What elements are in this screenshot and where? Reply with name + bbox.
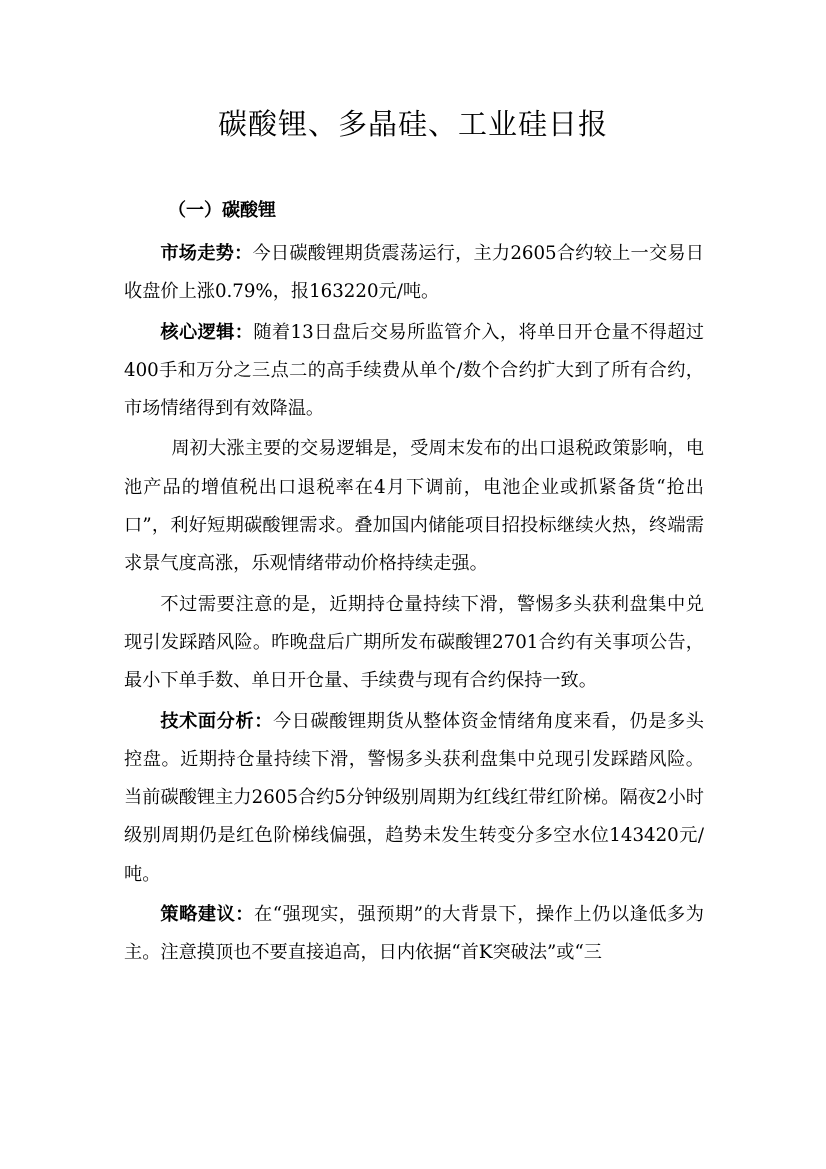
- paragraph-strategy: [124, 896, 704, 973]
- paragraph-lead-label: 技术面分析：: [160, 710, 273, 732]
- paragraph-market-trend: [124, 235, 704, 312]
- paragraph-lead-label: 核心逻辑：: [160, 321, 254, 343]
- paragraph-text: 在“强现实，强预期”的大背景下，操作上仍以逢低多为主。注意摸顶也不要直接追高，日内依据“首K突破法”或“三: [124, 904, 704, 964]
- document-title: 碳酸锂、多晶硅、工业硅日报: [217, 107, 608, 141]
- paragraph-core-logic: [124, 314, 704, 429]
- paragraph-text: 随着13日盘后交易所监管介入，将单日开仓量不得超过400手和万分之三点二的高手续费从单个/数个合约扩大到了所有合约，市场情绪得到有效降温。: [124, 321, 704, 420]
- paragraph-risk-note: [124, 586, 704, 701]
- paragraph-rally-logic: [124, 430, 704, 583]
- paragraph-lead-label: 市场走势：: [160, 243, 253, 264]
- paragraph-text: 今日碳酸锂期货从整体资金情绪角度来看，仍是多头控盘。近期持仓量持续下滑，警惕多头获利盘集中兑现引发踩踏风险。当前碳酸锂主力2605合约5分钟级别周期为红线红带红阶梯。隔夜2小时级别周期仍是红色阶梯线偏强，趋势未发生转变分多空水位143420元/吨。: [124, 710, 704, 885]
- document-body: [124, 235, 704, 973]
- paragraph-text: 周初大涨主要的交易逻辑是，受周末发布的出口退税政策影响，电池产品的增值税出口退税率在4月下调前，电池企业或抓紧备货“抢出口”，利好短期碳酸锂需求。叠加国内储能项目招投标继续火热，终端需求景气度高涨，乐观情绪带动价格持续走强。: [124, 438, 704, 575]
- paragraph-technical-analysis: [124, 703, 704, 894]
- paragraph-text: 今日碳酸锂期货震荡运行，主力2605合约较上一交易日收盘价上涨0.79%，报163220元/吨。: [124, 243, 704, 303]
- paragraph-lead-label: 策略建议：: [160, 904, 255, 926]
- paragraph-text: 不过需要注意的是，近期持仓量持续下滑，警惕多头获利盘集中兑现引发踩踏风险。昨晚盘后广期所发布碳酸锂2701合约有关事项公告，最小下单手数、单日开仓量、手续费与现有合约保持一致。: [124, 593, 704, 692]
- section-heading-lithium-carbonate: （一）碳酸锂: [168, 200, 276, 221]
